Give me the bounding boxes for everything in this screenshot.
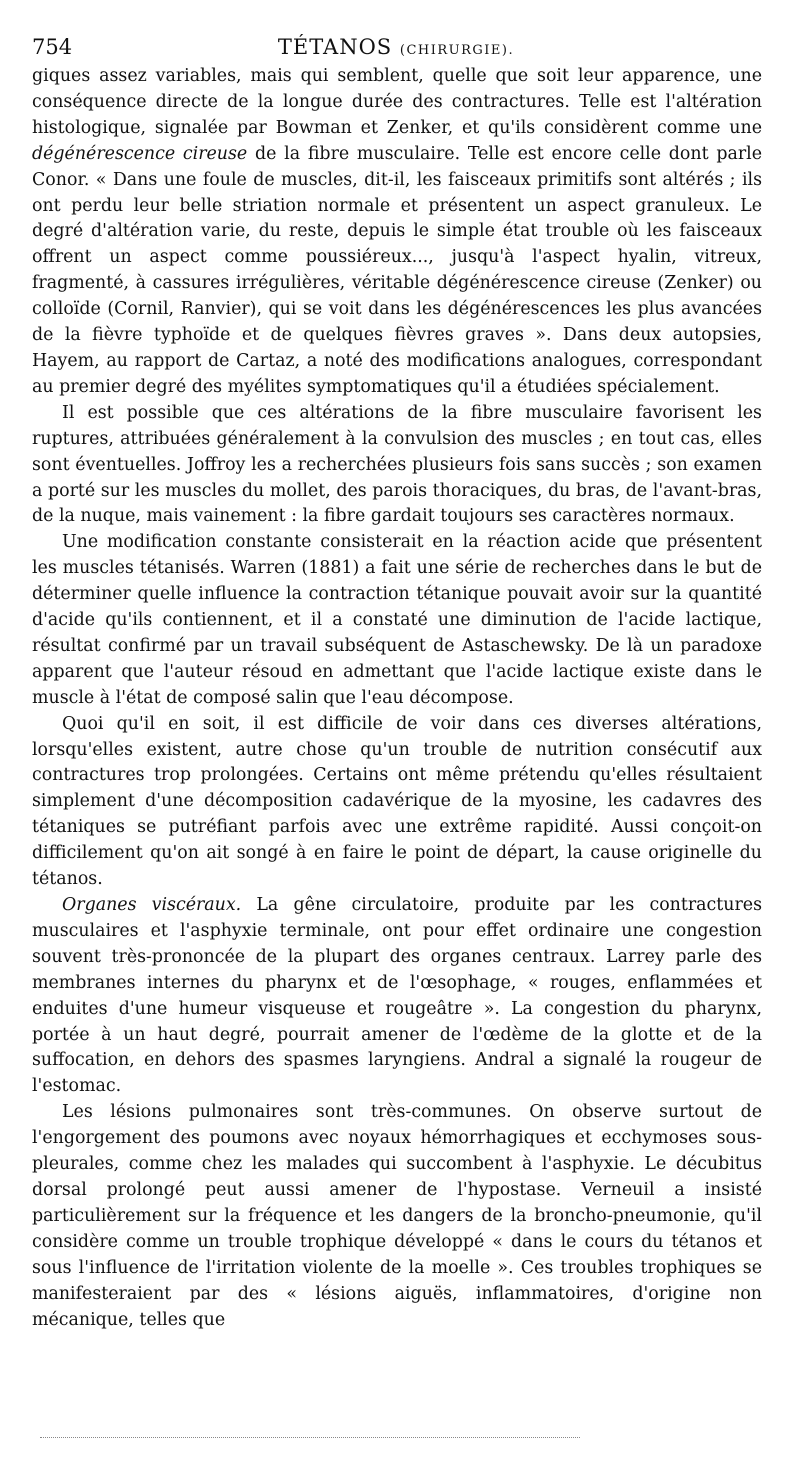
paragraph-text: Les lésions pulmonaires sont très-communes. On observe surtout de l'engorgement des poumons avec noyaux hémorrhagiques et ecchymoses sous-pleurales, comme chez les malades qui succombent à l'asphyxie. Le décubitus dorsal prolongé peut aussi amener de l'hypostase. Verneuil a insisté particulièrement sur la fréquence et les dangers de la broncho-pneumonie, qu'il considère comme un trouble trophique développé « dans le cours du tétanos et sous l'influence de l'irritation violente de la moelle ». Ces troubles trophiques se manifesteraient par des « lésions aiguës, inflammatoires, d'origine non mécanique, telles que xyxy=(32,1102,762,1330)
paragraph-text: Quoi qu'il en soit, il est difficile de voir dans ces diverses altérations, lorsqu'elles existent, autre chose qu'un trouble de nutrition consécutif aux contractures trop prolongées. Certains ont même prétendu qu'elles résultaient simplement d'une décomposition cadavérique de la myosine, les cadavres des tétaniques se putréfiant parfois avec une extrême rapidité. Aussi conçoit-on difficilement qu'on ait songé à en faire le point de départ, la cause originelle du tétanos. xyxy=(32,713,762,890)
paragraph-3 xyxy=(32,530,762,711)
paragraph-2 xyxy=(32,401,762,531)
paragraph-text: Une modification constante consisterait en la réaction acide que présentent les muscles tétanisés. Warren (1881) a fait une série de recherches dans le but de déterminer quelle influence la contraction tétanique pouvait avoir sur la quantité d'acide qu'ils contiennent, et il a constaté une diminution de l'acide lactique, résultat confirmé par un travail subséquent de Astaschewsky. De là un paradoxe apparent que l'auteur résoud en admettant que l'acide lactique existe dans le muscle à l'état de composé salin que l'eau décompose. xyxy=(32,532,762,708)
running-title xyxy=(32,30,760,68)
page-header xyxy=(32,30,760,64)
paragraph-4 xyxy=(32,712,762,893)
running-title-subtitle: (CHIRURGIE). xyxy=(399,43,515,58)
paragraph-text: giques assez variables, mais qui semblent, quelle que soit leur apparence, une conséquence directe de la longue durée des contractures. Telle est l'altération histologique, signalée par Bowman et Zenker, et qu'ils considèrent comme une xyxy=(32,66,762,138)
footer-dotted-rule xyxy=(40,1437,580,1438)
emphasis-text: dégénérescence cireuse xyxy=(32,143,248,164)
page-number: 754 xyxy=(32,35,73,59)
paragraph-5 xyxy=(32,893,762,1100)
paragraph-text: La gêne circulatoire, produite par les contractures musculaires et l'asphyxie terminale, ont pour effet ordinaire une congestion souvent très-prononcée de la plupart des organes centraux. Larrey parle des membranes internes du pharynx et de l'œsophage, « rouges, enflammées et enduites d'une humeur visqueuse et rougeâtre ». La congestion du pharynx, portée à un haut degré, pourrait amener de l'œdème de la glotte et de la suffocation, en dehors des spasmes laryngiens. Andral a signalé la rougeur de l'estomac. xyxy=(32,895,763,1097)
section-lead-italic: Organes viscéraux. xyxy=(62,895,242,915)
running-title-main: TÉTANOS xyxy=(277,35,393,59)
paragraph-1 xyxy=(32,64,762,401)
body-text xyxy=(32,64,762,1333)
paragraph-text-tail: de la fibre musculaire. Telle est encore celle dont parle Conor. « Dans une foule de muscles, dit-il, les faisceaux primitifs sont altérés ; ils ont perdu leur belle striation normale et présentent un aspect granuleux. Le degré d'altération varie, du reste, depuis le simple état trouble où les faisceaux offrent un aspect comme poussiéreux..., jusqu'à l'aspect hyalin, vitreux, fragmenté, à cassures irrégulières, véritable dégénérescence cireuse (Zenker) ou colloïde (Cornil, Ranvier), qui se voit dans les dégénérescences les plus avancées de la fièvre typhoïde et de quelques fièvres graves ». Dans deux autopsies, Hayem, au rapport de Cartaz, a noté des modifications analogues, correspondant au premier degré des myélites symptomatiques qu'il a étudiées spécialement. xyxy=(32,143,763,397)
paragraph-text: Il est possible que ces altérations de la fibre musculaire favorisent les ruptures, attribuées généralement à la convulsion des muscles ; en tout cas, elles sont éventuelles. Joffroy les a recherchées plusieurs fois sans succès ; son examen a porté sur les muscles du mollet, des parois thoraciques, du bras, de l'avant-bras, de la nuque, mais vainement : la fibre gardait toujours ses caractères normaux. xyxy=(32,402,762,527)
paragraph-6 xyxy=(32,1100,762,1333)
